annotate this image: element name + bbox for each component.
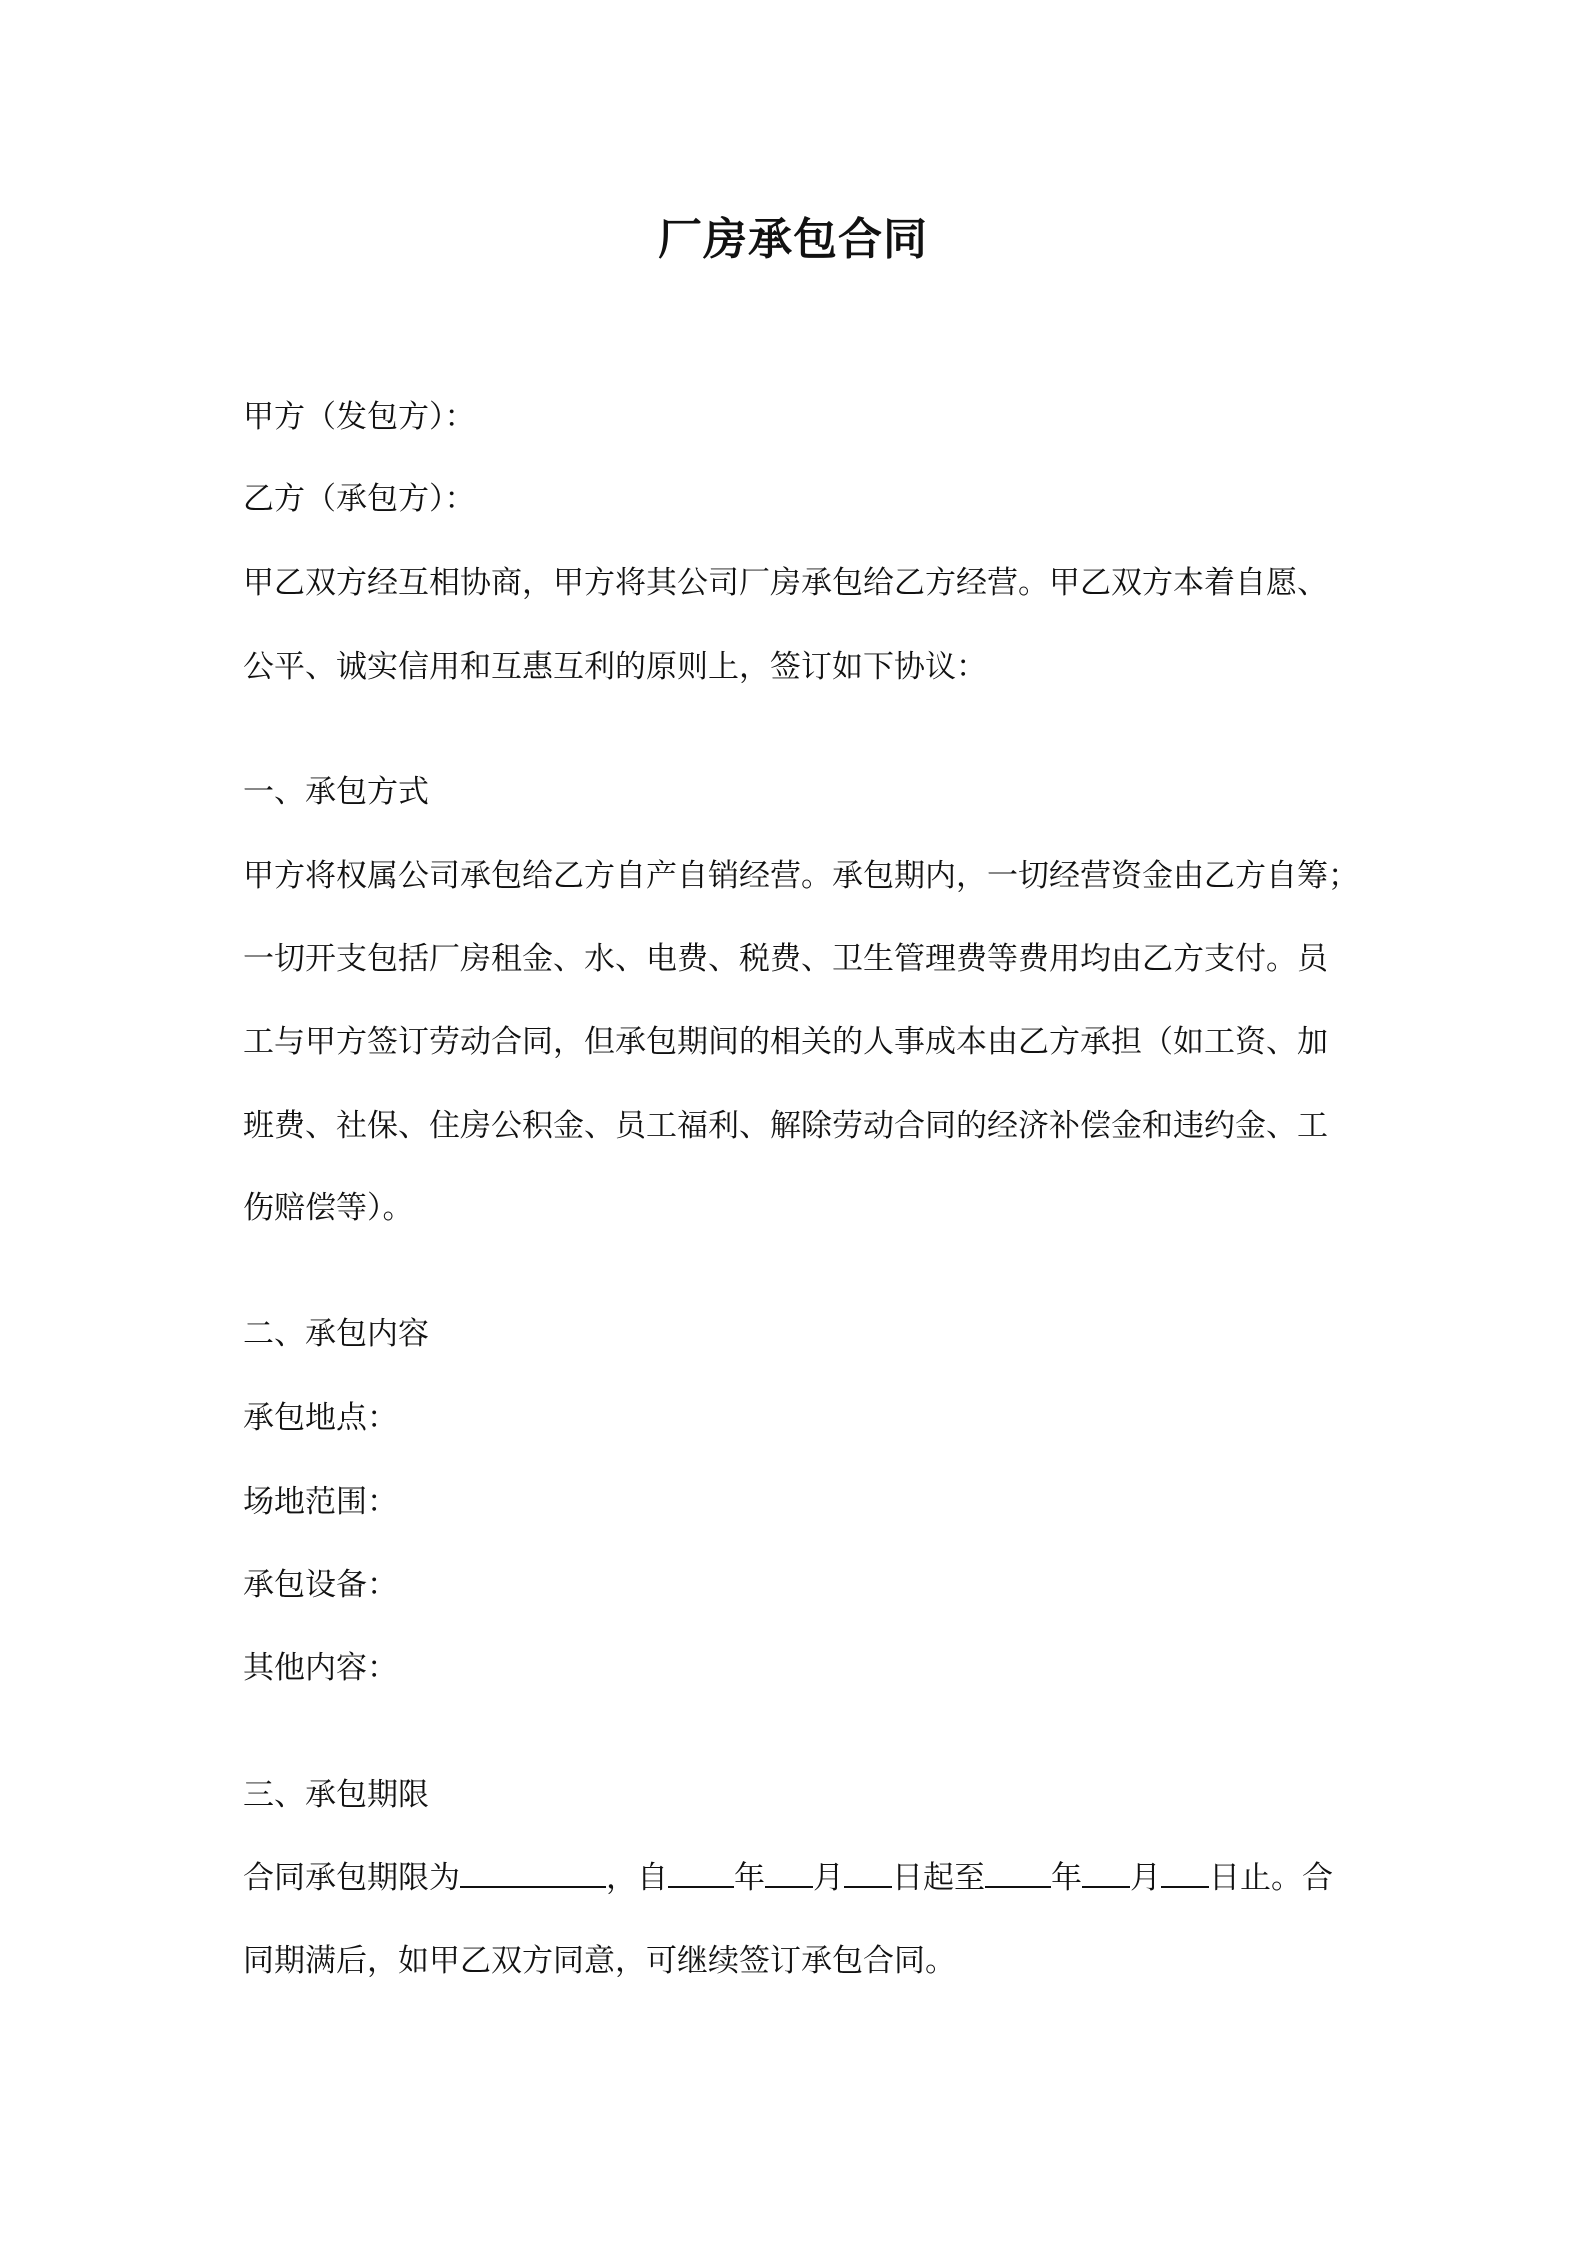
start-year-label: 年: [734, 1860, 765, 1896]
end-day-label: 日止。合: [1209, 1860, 1333, 1896]
start-month-blank[interactable]: [765, 1856, 813, 1888]
document-title: 厂房承包合同: [658, 214, 928, 265]
start-year-blank[interactable]: [668, 1856, 734, 1888]
term-length-blank[interactable]: [460, 1856, 606, 1888]
field-other: 其他内容：: [243, 1650, 398, 1686]
section-3-heading: 三、承包期限: [243, 1777, 429, 1813]
section-1-line-3: 工与甲方签订劳动合同，但承包期间的相关的人事成本由乙方承担（如工资、加: [243, 1024, 1328, 1060]
intro-line-2: 公平、诚实信用和互惠互利的原则上，签订如下协议：: [243, 649, 987, 685]
end-day-blank[interactable]: [1161, 1856, 1209, 1888]
start-day-label: 日起至: [892, 1860, 985, 1896]
end-year-blank[interactable]: [985, 1856, 1051, 1888]
party-b-label: 乙方（承包方）：: [243, 481, 476, 517]
term-line-1: [243, 1856, 1363, 1900]
term-from-label: ，自: [606, 1860, 668, 1896]
start-day-blank[interactable]: [844, 1856, 892, 1888]
field-equipment: 承包设备：: [243, 1567, 398, 1603]
section-2-heading: 二、承包内容: [243, 1316, 429, 1352]
section-1-heading: 一、承包方式: [243, 774, 429, 810]
party-a-label: 甲方（发包方）：: [243, 399, 476, 435]
term-line-2: 同期满后，如甲乙双方同意，可继续签订承包合同。: [243, 1943, 956, 1979]
end-month-label: 月: [1130, 1860, 1161, 1896]
end-year-label: 年: [1051, 1860, 1082, 1896]
field-scope: 场地范围：: [243, 1484, 398, 1520]
term-prefix: 合同承包期限为: [243, 1860, 460, 1896]
section-1-line-4: 班费、社保、住房公积金、员工福利、解除劳动合同的经济补偿金和违约金、工: [243, 1108, 1328, 1144]
section-1-line-1: 甲方将权属公司承包给乙方自产自销经营。承包期内，一切经营资金由乙方自筹；: [243, 858, 1359, 894]
intro-line-1: 甲乙双方经互相协商，甲方将其公司厂房承包给乙方经营。甲乙双方本着自愿、: [243, 565, 1328, 601]
end-month-blank[interactable]: [1082, 1856, 1130, 1888]
start-month-label: 月: [813, 1860, 844, 1896]
section-1-line-5: 伤赔偿等）。: [243, 1190, 414, 1226]
section-1-line-2: 一切开支包括厂房租金、水、电费、税费、卫生管理费等费用均由乙方支付。员: [243, 941, 1328, 977]
field-location: 承包地点：: [243, 1400, 398, 1436]
